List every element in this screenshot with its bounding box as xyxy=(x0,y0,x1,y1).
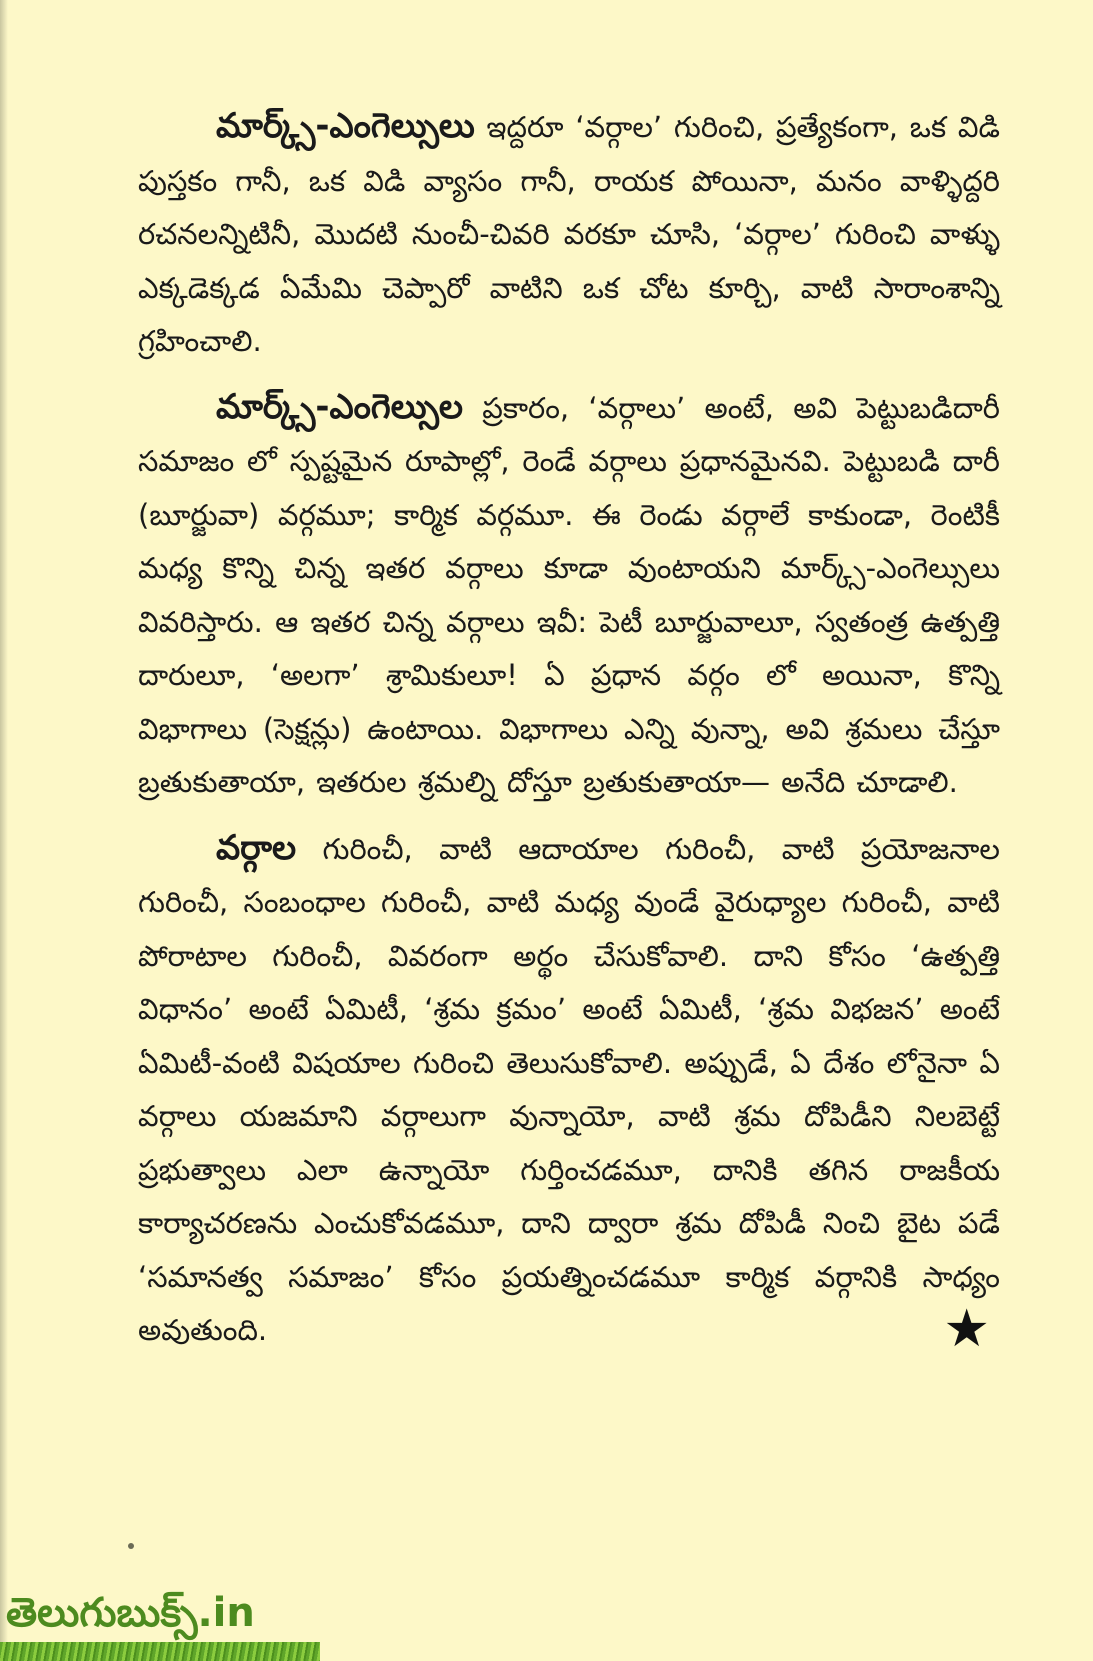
paragraph-2-text: ప్రకారం, ‘వర్గాలు’ అంటే, అవి పెట్టుబడిదారీ సమాజం లో స్పష్టమైన రూపాల్లో, రెండే వర్గాలు ప్రధానమైనవి. పెట్టుబడి దారీ (బూర్జువా) వర్గమూ; కార్మిక వర్గమూ. ఈ రెండు వర్గాలే కాకుండా, రెంటికీ మధ్య కొన్ని చిన్న ఇతర వర్గాలు కూడా వుంటాయని మార్క్స్-ఎంగెల్సులు వివరిస్తారు. ఆ ఇతర చిన్న వర్గాలు ఇవీ: పెటీ బూర్జువాలూ, స్వతంత్ర ఉత్పత్తి దారులూ, ‘అలగా’ శ్రామికులూ! ఏ ప్రధాన వర్గం లో అయినా, కొన్ని విభాగాలు (సెక్షన్లు) ఉంటాయి. విభాగాలు ఎన్ని వున్నా, అవి శ్రమలు చేస్తూ బ్రతుకుతాయా, ఇతరుల శ్రమల్ని దోస్తూ బ్రతుకుతాయా— అనేది చూడాలి. xyxy=(138,390,1000,799)
page-left-edge xyxy=(0,0,8,1661)
paragraph-1-text: ఇద్దరూ ‘వర్గాల’ గురించి, ప్రత్యేకంగా, ఒక విడి పుస్తకం గానీ, ఒక విడి వ్యాసం గానీ, రాయక పోయినా, మనం వాళ్ళిద్దరి రచనలన్నిటినీ, మొదటి నుంచీ-చివరి వరకూ చూసి, ‘వర్గాల’ గురించి వాళ్ళు ఎక్కడెక్కడ ఏమేమి చెప్పారో వాటిని ఒక చోట కూర్చి, వాటి సారాంశాన్ని గ్రహించాలి. xyxy=(138,110,1000,358)
paragraph-3-text: గురించీ, వాటి ఆదాయాల గురించీ, వాటి ప్రయోజనాల గురించీ, సంబంధాల గురించీ, వాటి మధ్య వుండే వైరుధ్యాల గురించీ, వాటి పోరాటాల గురించీ, వివరంగా అర్థం చేసుకోవాలి. దాని కోసం ‘ఉత్పత్తి విధానం’ అంటే ఏమిటీ, ‘శ్రమ క్రమం’ అంటే ఏమిటీ, ‘శ్రమ విభజన’ అంటే ఏమిటీ-వంటి విషయాల గురించి తెలుసుకోవాలి. అప్పుడే, ఏ దేశం లోనైనా ఏ వర్గాలు యజమాని వర్గాలుగా వున్నాయో, వాటి శ్రమ దోపిడీని నిలబెట్టే ప్రభుత్వాలు ఎలా ఉన్నాయో గుర్తించడమూ, దానికి తగిన రాజకీయ కార్యాచరణను ఎంచుకోవడమూ, దాని ద్వారా శ్రమ దోపిడీ నించి బైట పడే ‘సమానత్వ సమాజం’ కోసం ప్రయత్నించడమూ కార్మిక వర్గానికి సాధ్యం అవుతుంది. xyxy=(138,831,1000,1347)
paragraph-3 xyxy=(138,822,1000,1358)
paragraph-3-lead: వర్గాల xyxy=(216,827,297,868)
paragraph-2 xyxy=(138,381,1000,810)
watermark-logo: తెలుగుబుక్స్.in xyxy=(6,1590,255,1636)
end-star-icon: ★ xyxy=(943,1299,990,1359)
watermark-grass-decoration xyxy=(0,1642,320,1661)
paragraph-2-lead: మార్క్స్-ఎంగెల్సుల xyxy=(216,386,463,427)
paragraph-1 xyxy=(138,100,1000,369)
paragraph-1-lead: మార్క్స్-ఎంగెల్సులు xyxy=(216,106,475,146)
ink-speck xyxy=(128,1543,134,1549)
page-text-body xyxy=(138,100,1000,1370)
